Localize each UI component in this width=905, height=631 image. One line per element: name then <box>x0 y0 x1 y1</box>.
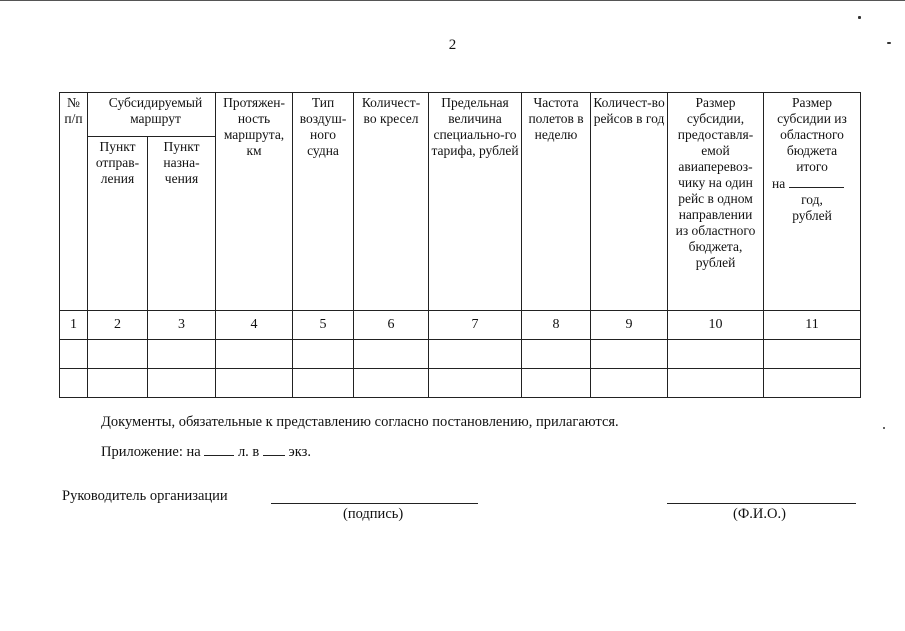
year-blank <box>789 175 844 188</box>
table-cell <box>148 369 216 398</box>
table-cell <box>591 340 668 369</box>
table-cell <box>522 369 591 398</box>
subsidy-total-title: Размер субсидии из областного бюджета итого <box>777 95 847 174</box>
header-length: Протяжен-ность маршрута, км <box>216 93 293 311</box>
header-subsidy-total <box>764 93 861 311</box>
subsidy-table <box>59 92 861 398</box>
table-cell <box>354 340 429 369</box>
col-num-6: 6 <box>354 311 429 340</box>
column-numbers-row <box>60 311 861 340</box>
table-row <box>60 369 861 398</box>
table-cell <box>60 369 88 398</box>
table-cell <box>60 340 88 369</box>
col-num-8: 8 <box>522 311 591 340</box>
subsidy-total-na: на <box>772 176 786 191</box>
table-cell <box>216 369 293 398</box>
header-subsidy-per-flight: Размер субсидии, предоставля-емой авиаперевоз-чику на один рейс в одном направлении из областного бюджета, рублей <box>668 93 764 311</box>
header-tariff: Предельная величина специально-го тарифа, рублей <box>429 93 522 311</box>
col-num-4: 4 <box>216 311 293 340</box>
table-cell <box>429 340 522 369</box>
table-cell <box>668 340 764 369</box>
appendix-mid: л. в <box>237 444 260 460</box>
header-destination: Пункт назна-чения <box>148 137 216 311</box>
documents-note: Документы, обязательные к представлению согласно постановлению, прилагаются. <box>101 414 619 430</box>
copies-blank <box>263 443 285 456</box>
col-num-7: 7 <box>429 311 522 340</box>
header-seats: Количест-во кресел <box>354 93 429 311</box>
scan-speck <box>858 16 861 19</box>
col-num-10: 10 <box>668 311 764 340</box>
signature-line <box>271 503 478 504</box>
header-flights: Количест-во рейсов в год <box>591 93 668 311</box>
sheets-blank <box>204 443 234 456</box>
col-num-1: 1 <box>60 311 88 340</box>
table-cell <box>216 340 293 369</box>
col-num-9: 9 <box>591 311 668 340</box>
header-num: № п/п <box>60 93 88 311</box>
table-cell <box>293 369 354 398</box>
scan-speck <box>887 42 891 44</box>
top-border-line <box>0 0 905 1</box>
table-cell <box>764 340 861 369</box>
name-caption: (Ф.И.О.) <box>733 506 786 522</box>
table-cell <box>88 340 148 369</box>
header-route: Субсидируемый маршрут <box>88 93 216 137</box>
table-row <box>60 340 861 369</box>
col-num-5: 5 <box>293 311 354 340</box>
table-cell <box>591 369 668 398</box>
signature-caption: (подпись) <box>343 506 404 522</box>
header-aircraft: Тип воздуш-ного судна <box>293 93 354 311</box>
col-num-11: 11 <box>764 311 861 340</box>
table-cell <box>429 369 522 398</box>
page-number: 2 <box>448 37 457 53</box>
table-cell <box>293 340 354 369</box>
table-cell <box>668 369 764 398</box>
table-cell <box>88 369 148 398</box>
header-frequency: Частота полетов в неделю <box>522 93 591 311</box>
appendix-prefix: Приложение: на <box>101 444 201 460</box>
head-of-organization-label: Руководитель организации <box>62 488 228 504</box>
table-cell <box>148 340 216 369</box>
col-num-2: 2 <box>88 311 148 340</box>
table-cell <box>522 340 591 369</box>
appendix-suffix: экз. <box>288 444 311 460</box>
table-cell <box>354 369 429 398</box>
scan-speck <box>883 427 885 429</box>
header-departure: Пункт отправ-ления <box>88 137 148 311</box>
appendix-line <box>101 443 311 461</box>
subsidy-total-unit: год, рублей <box>792 192 832 223</box>
table-cell <box>764 369 861 398</box>
subsidy-total-year-line <box>766 175 858 192</box>
name-line <box>667 503 856 504</box>
col-num-3: 3 <box>148 311 216 340</box>
